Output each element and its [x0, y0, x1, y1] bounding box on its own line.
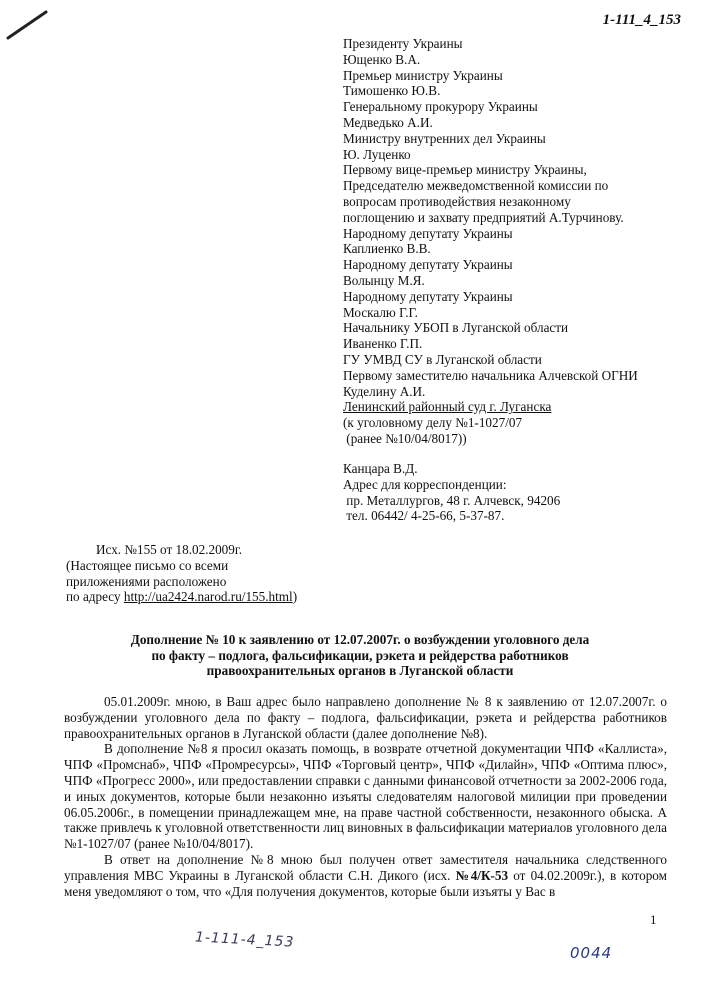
addressee-line: Иваненко Г.П.	[343, 336, 423, 352]
addressee-line: Куделину А.И.	[343, 383, 426, 399]
addressee-line: Каплиенко В.В.	[343, 241, 431, 257]
addressee-line: Генеральному прокурору Украины	[343, 99, 538, 115]
outgoing-note: приложениями расположено	[66, 573, 227, 589]
addressee-block	[343, 36, 683, 447]
document-body	[64, 694, 667, 899]
addressee-line: Народному депутату Украины	[343, 257, 513, 273]
addressee-line: Начальнику УБОП в Луганской области	[343, 320, 569, 336]
sender-block	[343, 461, 673, 524]
title-line: правоохранительных органов в Луганской области	[206, 663, 514, 678]
addressee-line: Председателю межведомственной комиссии по	[343, 178, 609, 194]
outgoing-reference	[66, 542, 366, 605]
addressee-line: Первому заместителю начальника Алчевской ОГНИ	[343, 367, 638, 383]
body-paragraph	[64, 852, 667, 899]
reference-number: №4/К-53	[455, 867, 509, 883]
court-name: Ленинский районный суд г. Луганска	[343, 399, 552, 415]
outgoing-number: Исх. №155 от 18.02.2009г.	[96, 542, 243, 557]
addressee-line: Президенту Украины	[343, 36, 463, 51]
addressee-line: вопросам противодействия незаконному	[343, 193, 571, 209]
paragraph-text: В ответ на дополнение №8 мною был получен ответ заместителя начальника следственного управления МВС Украины в Луганской области С.Н. Дикого (исх.	[64, 851, 667, 883]
page-number: 1	[650, 912, 657, 927]
document-id: 1-111_4_153	[602, 12, 681, 28]
body-paragraph: В дополнение №8 я просил оказать помощь, в возврате отчетной документации ЧПФ «Каллиста», ЧПФ «Промснаб», ЧПФ «Промресурсы», ЧПФ «Торговый центр», ЧПФ «Дилайн», ЧПФ «Оптима плюс», ЧПФ «Прогресс 2000», или предоставлении справки с данными финансовой отчетности за 2002-2006 года, и иных документов, которые были незаконно изъяты следователям налоговой милиции при проведении 06.05.2006г., в помещении принадлежащем мне, на праве частной собственности, незаконного обыска. А также привлечь к уголовной ответственности лиц виновных в фальсификации материалов уголовного дела №1-1027/07 (ранее №10/04/8017).	[64, 741, 667, 852]
sender-name: Канцара В.Д.	[343, 461, 418, 476]
court-case-number: (к уголовному делу №1-1027/07	[343, 415, 523, 431]
url-prefix: по адресу	[66, 589, 124, 605]
outgoing-note: (Настоящее письмо со всеми	[66, 557, 229, 573]
addressee-line: Ющенко В.А.	[343, 51, 421, 67]
document-link[interactable]: http://ua2424.narod.ru/155.html	[123, 589, 293, 605]
sender-phone: тел. 06442/ 4-25-66, 5-37-87.	[343, 508, 505, 524]
document-title	[100, 632, 620, 679]
title-line: по факту – подлога, фальсификации, рэкета и рейдерства работников	[151, 647, 569, 663]
addressee-line: Москалю Г.Г.	[343, 304, 418, 320]
addressee-line: Медведько А.И.	[343, 114, 433, 130]
pen-stroke-mark	[6, 8, 60, 40]
url-suffix: )	[292, 589, 298, 605]
handwritten-stamp-number: 0044	[570, 944, 613, 962]
addressee-line: Премьер министру Украины	[343, 67, 503, 83]
sender-address: пр. Металлургов, 48 г. Алчевск, 94206	[343, 492, 561, 508]
addressee-line: Тимошенко Ю.В.	[343, 83, 441, 99]
title-line: Дополнение № 10 к заявлению от 12.07.2007г. о возбуждении уголовного дела	[130, 632, 590, 647]
addressee-line: Волынцу М.Я.	[343, 272, 425, 288]
addressee-line: поглощению и захвату предприятий А.Турчинову.	[343, 209, 624, 225]
court-previous-number: (ранее №10/04/8017))	[343, 430, 467, 446]
addressee-line: Народному депутату Украины	[343, 288, 513, 304]
handwritten-annotation: 1-111-4_153	[194, 929, 295, 951]
paragraph-text: от 04.02.2009г.), в котором меня уведомляют о том, что «Для получения документов, которые были изъяты у Вас в	[64, 867, 667, 899]
sender-address-label: Адрес для корреспонденции:	[343, 476, 507, 492]
addressee-line: Ю. Луценко	[343, 146, 411, 162]
addressee-line: Министру внутренних дел Украины	[343, 130, 546, 146]
body-paragraph: 05.01.2009г. мною, в Ваш адрес было направлено дополнение № 8 к заявлению от 12.07.2007г. о возбуждении уголовного дела по факту – подлога, фальсификации, рэкета и рейдерства работников правоохранительных органов в Луганской области (далее дополнение №8).	[64, 694, 667, 741]
addressee-line: ГУ УМВД СУ в Луганской области	[343, 351, 542, 367]
addressee-line: Народному депутату Украины	[343, 225, 513, 241]
outgoing-note-url-line	[66, 589, 366, 605]
addressee-line: Первому вице-премьер министру Украины,	[343, 162, 587, 178]
